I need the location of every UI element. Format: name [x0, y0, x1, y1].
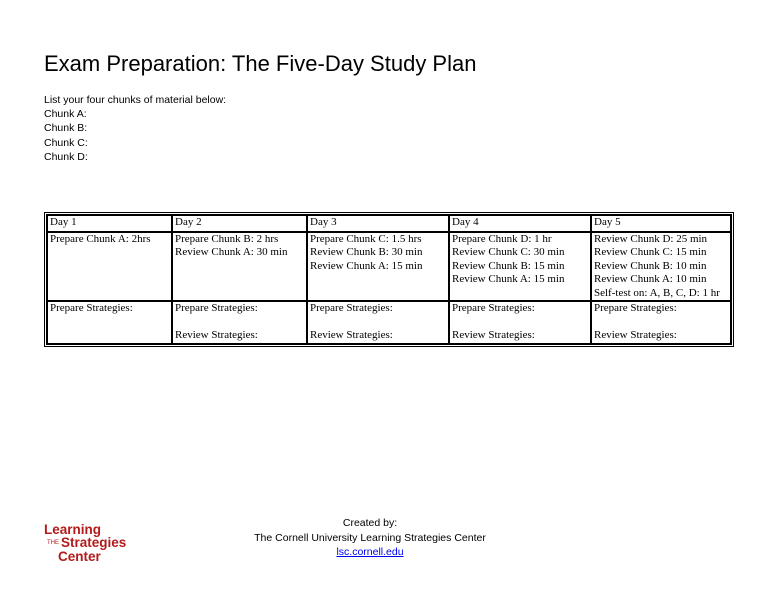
day-3-strategies — [307, 301, 449, 344]
chunk-list-prompt: List your four chunks of material below: — [44, 94, 227, 106]
task: Prepare Chunk D: 1 hr — [452, 233, 552, 245]
day-4-strategies — [449, 301, 591, 344]
task: Review Chunk D: 25 min — [594, 233, 708, 245]
chunk-a-label: Chunk A: — [44, 108, 87, 121]
review-strategies-label: Review Strategies: — [594, 328, 677, 341]
day-2-tasks — [172, 232, 307, 301]
chunk-list — [44, 93, 226, 164]
credit-block — [230, 516, 510, 560]
task: Review Chunk A: 15 min — [452, 273, 565, 286]
page-title: Exam Preparation: The Five-Day Study Plan — [44, 51, 477, 76]
task: Review Chunk B: 30 min — [310, 246, 423, 259]
logo-line-2: Strategies — [61, 535, 127, 550]
study-plan-table — [44, 212, 734, 347]
task-row — [47, 232, 731, 301]
prepare-strategies-label: Prepare Strategies: — [175, 302, 258, 315]
task: Review Chunk A: 30 min — [175, 246, 288, 259]
day-1-tasks — [47, 232, 172, 301]
task: Prepare Chunk C: 1.5 hrs — [310, 233, 422, 245]
day-5-tasks — [591, 232, 731, 301]
day-2-strategies — [172, 301, 307, 344]
credit-organization: The Cornell University Learning Strategies Center — [254, 531, 486, 544]
day-5-header: Day 5 — [591, 215, 731, 232]
task: Review Chunk B: 10 min — [594, 259, 707, 272]
chunk-c-label: Chunk C: — [44, 136, 88, 149]
review-strategies-label: Review Strategies: — [452, 328, 535, 341]
strategies-row — [47, 301, 731, 344]
day-2-header: Day 2 — [172, 215, 307, 232]
chunk-d-label: Chunk D: — [44, 150, 88, 163]
logo-line-3: Center — [58, 548, 101, 564]
chunk-b-label: Chunk B: — [44, 122, 88, 135]
day-4-header: Day 4 — [449, 215, 591, 232]
day-3-tasks — [307, 232, 449, 301]
prepare-strategies-label: Prepare Strategies: — [310, 302, 393, 315]
lsc-website-link[interactable]: lsc.cornell.edu — [336, 546, 404, 558]
day-4-tasks — [449, 232, 591, 301]
task: Review Chunk C: 30 min — [452, 246, 565, 259]
prepare-strategies-label: Prepare Strategies: — [452, 302, 535, 315]
task: Review Chunk A: 15 min — [310, 259, 423, 272]
task: Review Chunk C: 15 min — [594, 246, 707, 259]
day-1-header: Day 1 — [47, 215, 172, 232]
logo-line-1: Learning — [44, 522, 102, 537]
day-5-strategies — [591, 301, 731, 344]
credit-created-by: Created by: — [342, 517, 398, 529]
learning-strategies-center-logo — [44, 523, 126, 563]
day-1-strategies — [47, 301, 172, 344]
task: Prepare Chunk A: 2hrs — [50, 233, 151, 245]
task: Review Chunk A: 10 min — [594, 273, 707, 286]
review-strategies-label: Review Strategies: — [175, 328, 258, 341]
task: Prepare Chunk B: 2 hrs — [175, 233, 279, 245]
task: Review Chunk B: 15 min — [452, 259, 565, 272]
prepare-strategies-label: Prepare Strategies: — [594, 302, 677, 315]
day-3-header: Day 3 — [307, 215, 449, 232]
logo-the: THE — [47, 539, 59, 546]
review-strategies-label: Review Strategies: — [310, 328, 393, 341]
task: Self-test on: A, B, C, D: 1 hr — [594, 286, 720, 299]
prepare-strategies-label: Prepare Strategies: — [50, 302, 133, 315]
day-header-row — [47, 215, 731, 232]
